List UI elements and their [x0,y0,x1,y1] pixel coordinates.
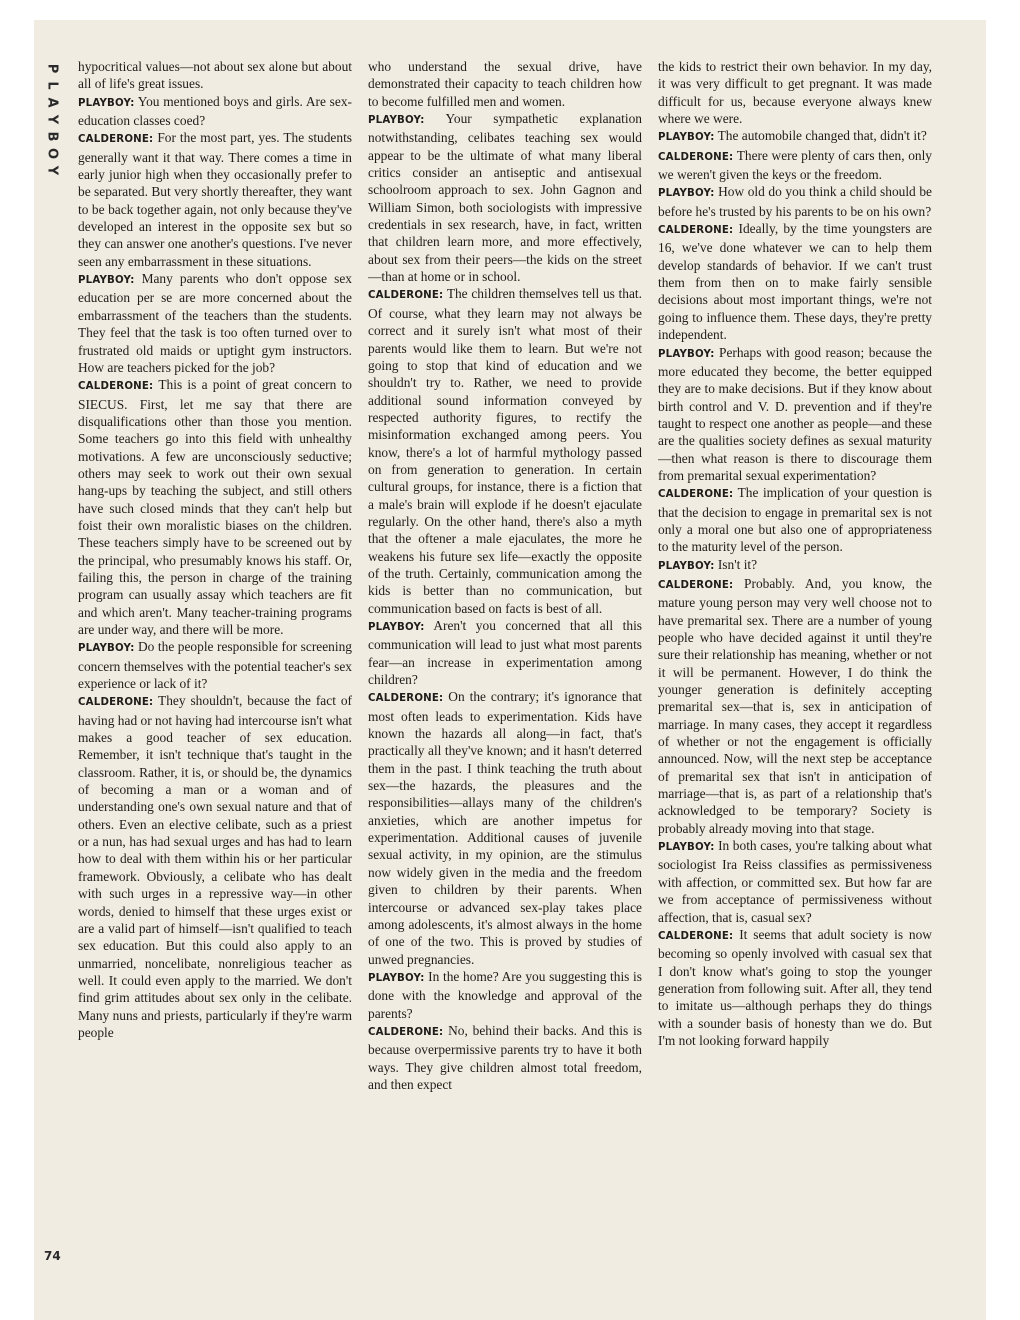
masthead-letter: P [44,63,60,74]
paragraph-text: Do the people responsible for screening concern themselves with the potential teacher's sex experience or lack of it? [78,639,352,692]
masthead-letter: L [44,81,60,90]
paragraph [368,285,642,617]
speaker-label: PLAYBOY: [658,348,715,360]
paragraph-text: The children themselves tell us that. Of course, what they learn may not always be correct and it surely isn't what most of their parents would like them to learn. But we're not going to stop that kind of education and we shouldn't try to. Rather, we need to provide additional sound information conveyed by respected authority figures, to rectify the misinformation exchanged among peers. You know, there's a lot of harmful mythology passed on from generation to generation. In certain cultural groups, for instance, there is a fiction that a male's brain will explode if he doesn't ejaculate regularly. On the other hand, there's also a myth that the oftener a male ejaculates, the more he weakens his future sex life—exactly the opposite of the truth. Certainly, communication among the kids is better than no communication, but communication based on facts is best of all. [368,286,642,616]
speaker-label: CALDERONE: [658,151,734,163]
masthead-letter: O [44,147,60,160]
masthead-letter: B [44,131,60,142]
speaker-label: PLAYBOY: [658,188,715,200]
speaker-label: PLAYBOY: [658,560,715,572]
paragraph [78,58,352,93]
paragraph-text: Many parents who don't oppose sex education per se are more concerned about the embarrassment of the teachers than the students. They feel that the task is too often turned over to frustrated old maids or uptight gym instructors. How are teachers picked for the job? [78,271,352,375]
paragraph [658,183,932,220]
speaker-label: CALDERONE: [658,579,734,591]
paragraph [78,638,352,692]
speaker-label: PLAYBOY: [78,97,135,109]
speaker-label: PLAYBOY: [658,132,715,144]
speaker-label: CALDERONE: [368,693,444,705]
paragraph-text: This is a point of great concern to SIECUS. First, let me say that there are disqualifications other than those you mention. Some teachers go into this field with unhealthy motivations. A few are unconsciously seductive; others may seek to work out their own sexual hang-ups by teaching the subject, and still others have such closed minds that they can't help but foist their own moralistic biases on the children. These teachers simply have to be screened out by the principal, who presumably knows his staff. Or, failing this, the person in charge of the training program can usually assay which teachers are fit and which aren't. Many teacher-training programs are under way, and there will be more. [78,377,352,637]
paragraph-text: It seems that adult society is now becoming so openly involved with casual sex that I don't know what's going to stop the younger generation from following suit. After all, they tend to imitate us—although perhaps they do things with a sounder basis of honesty than we do. But I'm not looking forward happily [658,926,932,1048]
paragraph-text: For the most part, yes. The students generally want it that way. There comes a time in early junior high when they occasionally prefer to be separated. But very shortly thereafter, they want to be back together again, not only because they've developed an interest in the opposite sex but so they can answer one another's questions. I've never seen any embarrassment in these situations. [78,130,352,269]
speaker-label: PLAYBOY: [78,275,135,287]
paragraph-text: Isn't it? [717,556,758,572]
speaker-label: CALDERONE: [78,697,154,709]
paragraph [368,1022,642,1093]
speaker-label: PLAYBOY: [658,842,715,854]
paragraph-text: There were plenty of cars then, only we weren't given the keys or the freedom. [658,147,932,183]
paragraph [658,837,932,926]
paragraph-text: Aren't you concerned that all this communication will lead to just what most parents fear—an increase in experimentation among children? [368,618,642,688]
speaker-label: CALDERONE: [368,290,444,302]
speaker-label: CALDERONE: [658,930,734,942]
paragraph [78,270,352,376]
paragraph-text: Your sympathetic explanation notwithstanding, celibates teaching sex would appear to be the ultimate of what many liberal critics consider an antiseptic and antisexual schoolroom approach to sex. John Gagnon and William Simon, both sociologists with impressive credentials in sex research, have, in fact, written that children learn more, and more effectively, about sex from their peers—the kids on the street—than at home or in school. [368,111,642,285]
paragraph [368,58,642,110]
speaker-label: CALDERONE: [368,1026,444,1038]
paragraph [658,575,932,837]
paragraph [368,968,642,1022]
speaker-label: PLAYBOY: [78,643,135,655]
masthead-letter: Y [44,114,60,125]
paragraph [368,617,642,688]
paragraph-text: No, behind their backs. And this is because overpermissive parents try to have it both ways. They give children almost total freedom, and then expect [368,1022,642,1092]
paragraph [78,129,352,270]
masthead-letter: Y [44,165,60,176]
paragraph [658,344,932,485]
paragraph-text: In the home? Are you suggesting this is done with the knowledge and approval of the parents? [368,968,642,1021]
text-column-2 [368,58,642,1268]
paragraph [658,147,932,184]
paragraph-text: On the contrary; it's ignorance that most often leads to experimentation. Kids have known the hazards all along—in fact, that's practically all they've known; and it hasn't deterred them in the past. I think teaching the truth about sex—the hazards, the pleasures and the responsibilities—allays many of the children's anxieties, which are another impetus for experimentation. Additional causes of juvenile sexual activity, in my opinion, are the stimulus now widely given in the media and the freedom given to children by their parents. When intercourse or advanced sex-play takes place among adolescents, it's almost always in the home of one of the two. This is proved by studies of unwed pregnancies. [368,689,642,967]
speaker-label: PLAYBOY: [368,622,425,633]
paragraph-text: Ideally, by the time youngsters are 16, we've done whatever we can to help them develop standards of behavior. If we can't trust them from then on to make fairly sensible decisions about most important things, we're not going to influence them. These days, they're pretty independent. [658,221,932,343]
paragraph-text: You mentioned boys and girls. Are sex-education classes coed? [78,93,352,129]
paragraph-text: Perhaps with good reason; because the more educated they become, the better equipped they are to make decisions. But if they know about birth control and V. D. prevention and if they're taught to respect one another as people—and these are the qualities society defines as sexual maturity—then what reason is there to discourage them from premarital sexual experimentation? [658,344,932,483]
speaker-label: PLAYBOY: [368,972,425,984]
masthead-vertical [42,60,62,179]
page-number: 74 [44,1249,61,1263]
paragraph-text: They shouldn't, because the fact of having had or not having had intercourse isn't what makes a good teacher of sex education. Remember, it isn't technique that's taught in the classroom. Rather, it is, or should be, the dynamics of becoming a man or a woman and of understanding one's own sexual nature and that of others. Even an elective celibate, such as a priest or a nun, has had sexual urges and has had to learn how to deal with them within his or her particular framework. Obviously, a celibate who has dealt with such urges in a repressive way—in other words, denied to himself that these urges exist or are a valid part of himself—isn't qualified to teach sex education. But this could also apply to an unmarried, noncelibate, nonreligious teacher as well. It could even apply to the married. We don't find grim attitudes about sex only in the celibate. Many nuns and priests, particularly if they're warm people [78,693,352,1040]
paragraph-text: The implication of your question is that the decision to engage in premarital sex is not only a moral one but also one of appropriateness to the maturity level of the person. [658,485,932,555]
paragraph-text: who understand the sexual drive, have demonstrated their capacity to teach children how to become fulfilled men and women. [368,59,642,109]
speaker-label: CALDERONE: [78,381,154,393]
speaker-label: CALDERONE: [78,134,154,146]
paragraph [368,688,642,968]
speaker-label: PLAYBOY: [368,115,425,127]
masthead-letters [42,60,62,179]
masthead-letter: A [44,97,60,108]
paragraph-text: the kids to restrict their own behavior. In my day, it was very difficult to get pregnant. It was made difficult for us, because everyone always knew where we were. [658,59,932,127]
paragraph [658,220,932,343]
paragraph [658,58,932,127]
text-column-3 [658,58,932,1268]
paragraph [78,93,352,130]
paragraph [658,484,932,555]
speaker-label: CALDERONE: [658,489,734,501]
paragraph [78,692,352,1041]
paragraph [658,556,932,575]
paragraph [78,376,352,638]
paragraph [658,926,932,1049]
paragraph [368,110,642,285]
text-column-1 [78,58,352,1268]
paragraph-text: Probably. And, you know, the mature young person may very well choose not to have premarital sex. There are a number of young people who have decided against it until they're sure their relationship has meaning, whether or not it will be permanent. However, I do think the younger generation is definitely accepting premarital sex—that is, sex in anticipation of marriage. In many cases, they accept it regardless of whether or not the engagement is officially announced. Now, will the next step be acceptance of premarital sex that isn't in anticipation of marriage—that is, as part of a relationship that's acknowledged to be temporary? Society is probably already moving into that stage. [658,575,932,836]
paragraph [658,127,932,146]
paragraph-text: How old do you think a child should be before he's trusted by his parents to be on his own? [658,184,932,219]
paragraph-text: hypocritical values—not about sex alone but about all of life's great issues. [78,59,352,92]
paragraph-text: In both cases, you're talking about what sociologist Ira Reiss classifies as permissiveness with affection, or committed sex. But how far are we from acceptance of permissiveness without affection, that is, casual sex? [658,838,932,925]
paragraph-text: The automobile changed that, didn't it? [717,128,927,144]
speaker-label: CALDERONE: [658,225,734,237]
